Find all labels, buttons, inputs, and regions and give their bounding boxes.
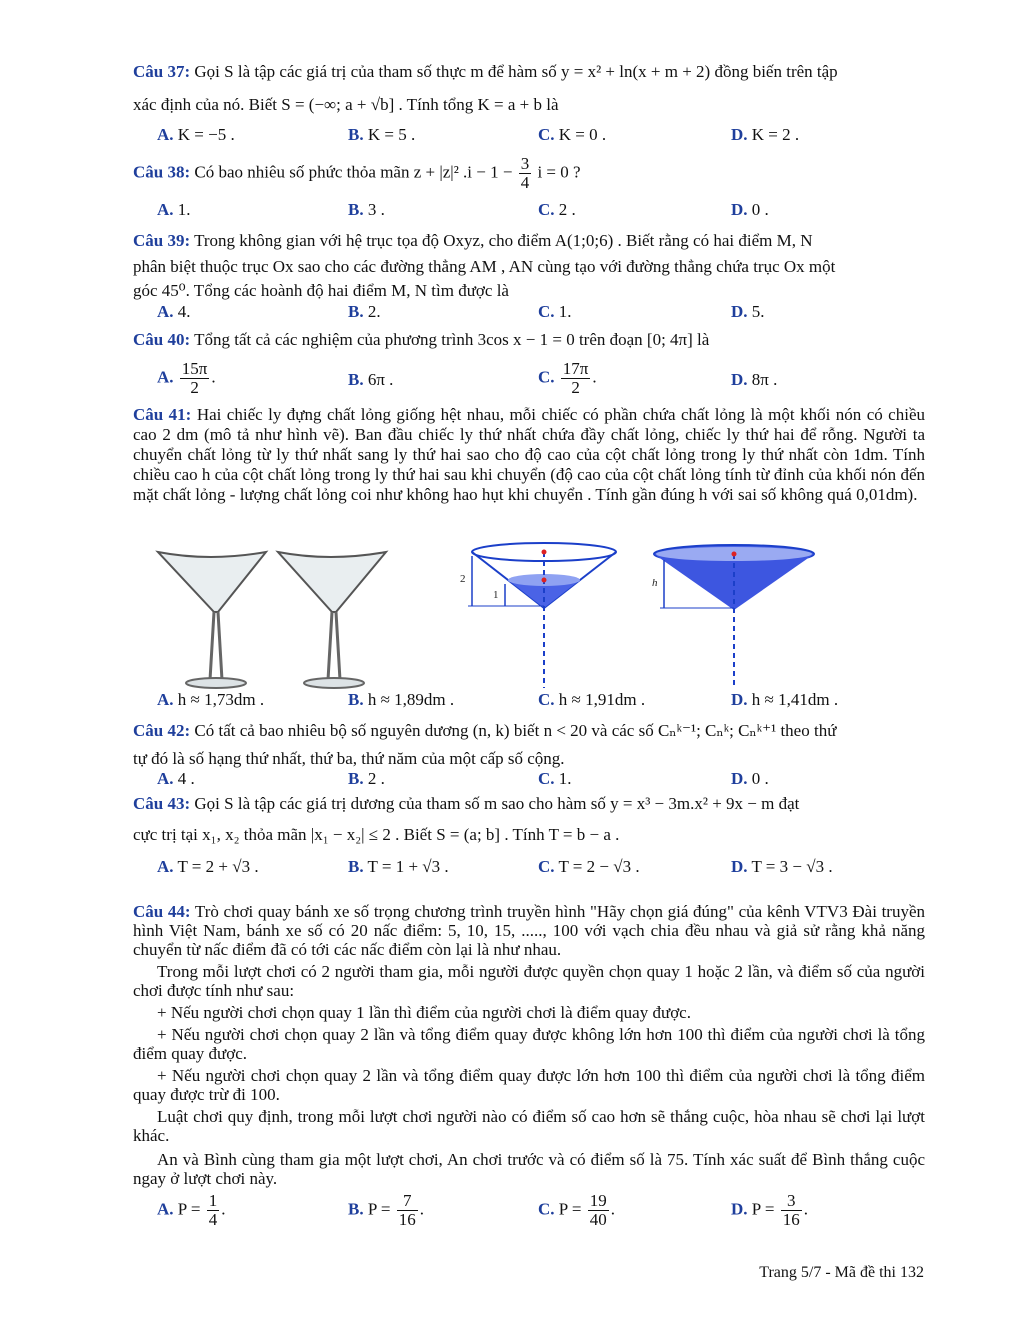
q42-option-a: A. 4 .	[157, 769, 195, 788]
q44-option-b: B. P = $\frac{7}{16}$ .	[348, 1191, 425, 1229]
q43-line1: Câu 43: Gọi S là tập các giá trị dương của tham số m sao cho hàm số y = x³ − 3m.x² + 9x − m đạt	[133, 794, 800, 813]
cone-diagram-2	[652, 545, 814, 688]
q37-option-b: B. K = 5 .	[348, 125, 416, 144]
q41-paragraph: Câu 41: Hai chiếc ly đựng chất lỏng giống hệt nhau, mỗi chiếc có phần chứa chất lỏng là một khối nón có chiều cao 2 dm (mô tả như hình vẽ). Ban đầu chiếc ly thứ nhất chứa đầy chất lỏng, chiếc ly thứ hai để rỗng. Người ta chuyển chất lỏng từ ly thứ nhất sang ly thứ hai sao cho độ cao của cột chất lỏng trong ly thứ nhất còn 1dm. Tính chiều cao h của cột chất lỏng trong ly thứ hai sau khi chuyển (độ cao của cột chất lỏng tính từ đỉnh của khối nón đến mặt chất lỏng - lượng chất lỏng coi như không hao hụt khi chuyển . Tính gần đúng h với sai số không quá 0,01dm).	[133, 405, 926, 504]
q41-option-c: C. h ≈ 1,91dm .	[538, 690, 646, 709]
q44-paragraph-2: Trong mỗi lượt chơi có 2 người tham gia, mỗi người được quyền chọn quay 1 hoặc 2 lần, và điểm số của người chơi được tính như sau:	[133, 962, 925, 1000]
svg-text:1: 1	[493, 589, 499, 601]
q37-option-c: C. K = 0 .	[538, 125, 607, 144]
q44-paragraph-3: + Nếu người chơi chọn quay 1 lần thì điểm của người chơi là điểm quay được.	[157, 1003, 691, 1022]
svg-text:2: 2	[460, 573, 466, 585]
q41-option-d: D. h ≈ 1,41dm .	[731, 690, 839, 709]
q44-paragraph-4: + Nếu người chơi chọn quay 2 lần và tổng điểm quay được không lớn hơn 100 thì điểm của người chơi là tổng điểm quay được.	[133, 1025, 925, 1063]
q42-option-c: C. 1.	[538, 769, 572, 788]
q41-figures	[150, 540, 930, 690]
q44-label: Câu 44:	[133, 902, 191, 921]
q40-option-a: A. $\frac{15\pi}{2}$ .	[157, 359, 216, 397]
q44-option-a: A. P = $\frac{1}{4}$ .	[157, 1191, 226, 1229]
q40-line1: Câu 40: Tổng tất cả các nghiệm của phương trình 3cos x − 1 = 0 trên đoạn [0; 4π] là	[133, 330, 710, 349]
q40-option-c: C. $\frac{17\pi}{2}$ .	[538, 359, 597, 397]
q44-paragraph-6: Luật chơi quy định, trong mỗi lượt chơi người nào có điểm số cao hơn sẽ thắng cuộc, hòa nhau sẽ chơi lại lượt khác.	[133, 1107, 925, 1145]
q40-option-d: D. 8π .	[731, 370, 778, 389]
q43-label: Câu 43:	[133, 794, 191, 813]
q42-option-d: D. 0 .	[731, 769, 769, 788]
q43-line2: cực trị tại x₁, x₂ thỏa mãn |x₁ − x₂| ≤ 2 . Biết S = (a; b] . Tính T = b − a .	[133, 825, 620, 844]
q39-option-d: D. 5.	[731, 302, 765, 321]
q43-option-b: B. T = 1 + √3 .	[348, 857, 449, 876]
q39-line2: phân biệt thuộc trục Ox sao cho các đường thẳng AM , AN cùng tạo với đường thẳng chứa trục Ox một	[133, 257, 836, 276]
q44-paragraph-5: + Nếu người chơi chọn quay 2 lần và tổng điểm quay được lớn hơn 100 thì điểm của người chơi là tổng điểm quay được trừ đi 100.	[133, 1066, 925, 1104]
svg-text:h: h	[652, 577, 658, 589]
q37-line2: xác định của nó. Biết S = (−∞; a + √b] . Tính tổng K = a + b là	[133, 95, 559, 114]
q43-option-a: A. T = 2 + √3 .	[157, 857, 259, 876]
q42-label: Câu 42:	[133, 721, 191, 740]
q37-text1: Gọi S là tập các giá trị của tham số thực m để hàm số y = x² + ln(x + m + 2) đồng biến trên tập	[194, 62, 838, 81]
q41-label: Câu 41:	[133, 405, 192, 424]
martini-glass-1	[158, 552, 266, 688]
q41-option-b: B. h ≈ 1,89dm .	[348, 690, 455, 709]
q42-line2: tự đó là số hạng thứ nhất, thứ ba, thứ năm của một cấp số cộng.	[133, 749, 565, 768]
page-footer: Trang 5/7 - Mã đề thi 132	[759, 1264, 924, 1281]
q37-label: Câu 37:	[133, 62, 191, 81]
q38-option-a: A. 1.	[157, 200, 191, 219]
q38-option-d: D. 0 .	[731, 200, 769, 219]
q42-line1: Câu 42: Có tất cả bao nhiêu bộ số nguyên dương (n, k) biết n < 20 và các số Cₙᵏ⁻¹; Cₙᵏ; Cₙᵏ⁺¹ theo thứ	[133, 721, 837, 740]
q44-option-c: C. P = $\frac{19}{40}$ .	[538, 1191, 615, 1229]
q39-option-c: C. 1.	[538, 302, 572, 321]
q39-line3: góc 45⁰. Tổng các hoành độ hai điểm M, N tìm được là	[133, 281, 509, 300]
q40-option-b: B. 6π .	[348, 370, 394, 389]
q41-option-a: A. h ≈ 1,73dm .	[157, 690, 265, 709]
cone-diagram-1	[460, 543, 616, 688]
q39-line1: Câu 39: Trong không gian với hệ trục tọa độ Oxyz, cho điểm A(1;0;6) . Biết rằng có hai điểm M, N	[133, 231, 813, 250]
q43-option-d: D. T = 3 − √3 .	[731, 857, 833, 876]
q38-label: Câu 38:	[133, 162, 191, 182]
q40-label: Câu 40:	[133, 330, 191, 349]
q44-option-d: D. P = $\frac{3}{16}$ .	[731, 1191, 808, 1229]
q44-paragraph-1: Câu 44: Trò chơi quay bánh xe số trọng chương trình truyền hình "Hãy chọn giá đúng" của kênh VTV3 Đài truyền hình Việt Nam, bánh xe số có 20 nấc điểm: 5, 10, 15, ....., 100 với vạch chia đều nhau và giả sử rằng khả năng chuyển từ nấc điểm đã có tới các nấc điểm còn lại là như nhau.	[133, 902, 925, 959]
q37-line1	[133, 62, 838, 82]
q38-line1: Câu 38: Có bao nhiêu số phức thỏa mãn z + |z|² .i − 1 − $\frac{3}{4}$ i = 0 ?	[133, 154, 581, 192]
q37-option-d: D. K = 2 .	[731, 125, 800, 144]
q44-paragraph-7: An và Bình cùng tham gia một lượt chơi, An chơi trước và có điểm số là 75. Tính xác suất để Bình thắng cuộc ngay ở lượt chơi này.	[133, 1150, 925, 1188]
q39-option-a: A. 4.	[157, 302, 191, 321]
q39-label: Câu 39:	[133, 231, 191, 250]
q43-option-c: C. T = 2 − √3 .	[538, 857, 640, 876]
q42-option-b: B. 2 .	[348, 769, 385, 788]
q38-option-c: C. 2 .	[538, 200, 576, 219]
q37-option-a: A. K = −5 .	[157, 125, 235, 144]
q38-fraction: $\frac{3}{4}$	[520, 154, 530, 192]
martini-glass-2	[278, 552, 386, 688]
q38-option-b: B. 3 .	[348, 200, 385, 219]
q39-option-b: B. 2.	[348, 302, 381, 321]
